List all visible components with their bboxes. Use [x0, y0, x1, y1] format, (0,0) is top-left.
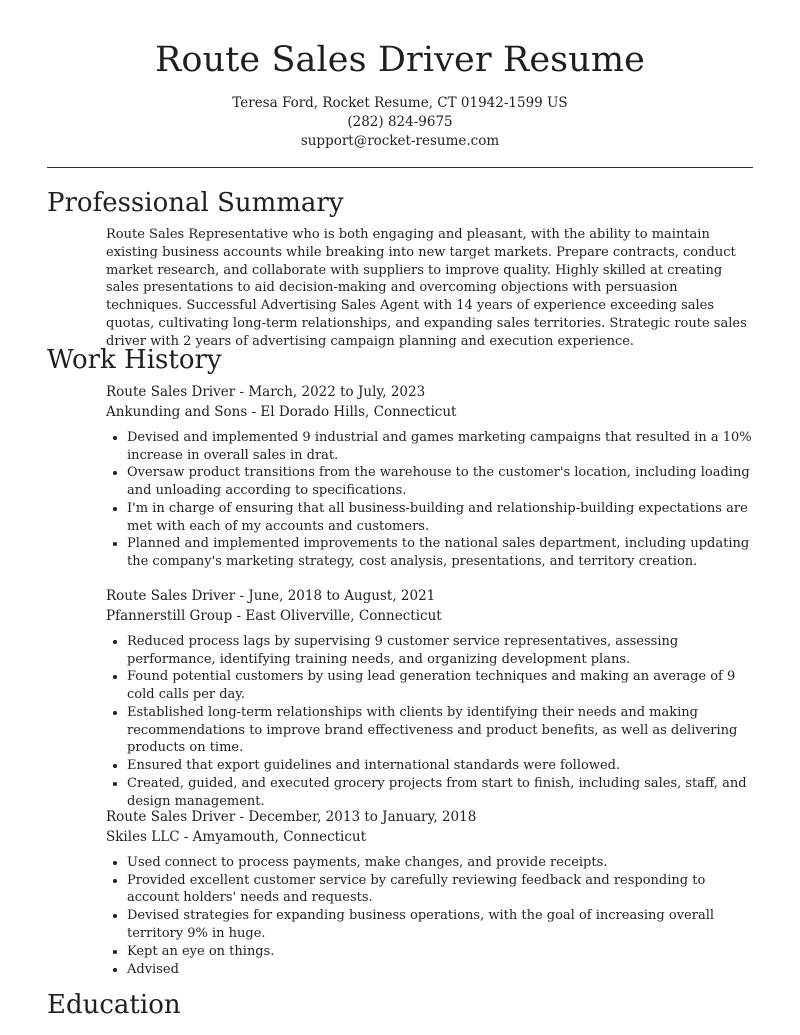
job-bullet-list: [106, 633, 756, 810]
job-bullet: • Planned and implemented improvements to the national sales department, including updating the company's marketing strategy, cost analysis, presentations, and territory creation.: [127, 535, 756, 570]
job-bullet: • Established long-term relationships with clients by identifying their needs and making recommendations to improve brand effectiveness and product benefits, as well as delivering products on time.: [127, 704, 756, 757]
job-company-location: Skiles LLC - Amyamouth, Connecticut: [106, 828, 367, 845]
education-heading: Education: [47, 990, 181, 1020]
job-title-dates: Route Sales Driver - December, 2013 to January, 2018: [106, 809, 477, 825]
job-bullet: • Used connect to process payments, make changes, and provide receipts.: [127, 854, 756, 872]
summary-heading: Professional Summary: [47, 188, 344, 218]
job-title-dates: Route Sales Driver - March, 2022 to July, 2023: [106, 384, 426, 400]
summary-text: Route Sales Representative who is both engaging and pleasant, with the ability to maintain existing business accounts while breaking into new target markets. Prepare contracts, conduct market research, and collaborate with suppliers to improve quality. Highly skilled at creating sales presentations to aid decision-making and overcoming objections with persuasion techniques. Successful Advertising Sales Agent with 14 years of experience exceeding sales quotas, cultivating long-term relationships, and expanding sales territories. Strategic route sales driver with 2 years of advertising campaign planning and execution experience.: [106, 227, 747, 349]
job-bullet: • Oversaw product transitions from the warehouse to the customer's location, including loading and unloading according to specifications.: [127, 464, 756, 499]
resume-title: Route Sales Driver Resume: [154, 40, 645, 80]
job-bullet: • Ensured that export guidelines and international standards were followed.: [127, 757, 756, 775]
job-bullet: • Kept an eye on things.: [127, 943, 756, 961]
contact-email: support@rocket-resume.com: [300, 133, 500, 149]
job-entry-2: [106, 587, 756, 810]
job-bullet: • Devised strategies for expanding business operations, with the goal of increasing overall territory 9% in huge.: [127, 907, 756, 942]
job-bullet-list: [106, 854, 756, 978]
job-bullet: • Devised and implemented 9 industrial and games marketing campaigns that resulted in a 10% increase in overall sales in drat.: [127, 429, 756, 464]
job-bullet-list: [106, 429, 756, 571]
job-company-location: Ankunding and Sons - El Dorado Hills, Connecticut: [106, 403, 457, 420]
job-bullet: • Provided excellent customer service by carefully reviewing feedback and responding to account holders' needs and requests.: [127, 872, 756, 907]
job-bullet: • Created, guided, and executed grocery projects from start to finish, including sales, staff, and design management.: [127, 775, 756, 810]
job-title-dates: Route Sales Driver - June, 2018 to August, 2021: [106, 588, 436, 604]
contact-block: [0, 94, 800, 151]
header-divider: [47, 167, 753, 168]
job-entry-1: [106, 383, 756, 571]
job-bullet: • Found potential customers by using lead generation techniques and making an average of 9 cold calls per day.: [127, 668, 756, 703]
contact-name-address: Teresa Ford, Rocket Resume, CT 01942-1599 US: [232, 95, 568, 111]
work-history-heading: Work History: [47, 345, 222, 375]
job-bullet: • Advised: [127, 961, 756, 979]
job-bullet: • I'm in charge of ensuring that all business-building and relationship-building expectations are met with each of my accounts and customers.: [127, 500, 756, 535]
job-entry-3: [106, 808, 756, 979]
job-bullet: • Reduced process lags by supervising 9 customer service representatives, assessing performance, identifying training needs, and organizing development plans.: [127, 633, 756, 668]
contact-phone: (282) 824-9675: [347, 114, 453, 130]
job-company-location: Pfannerstill Group - East Oliverville, Connecticut: [106, 607, 442, 624]
